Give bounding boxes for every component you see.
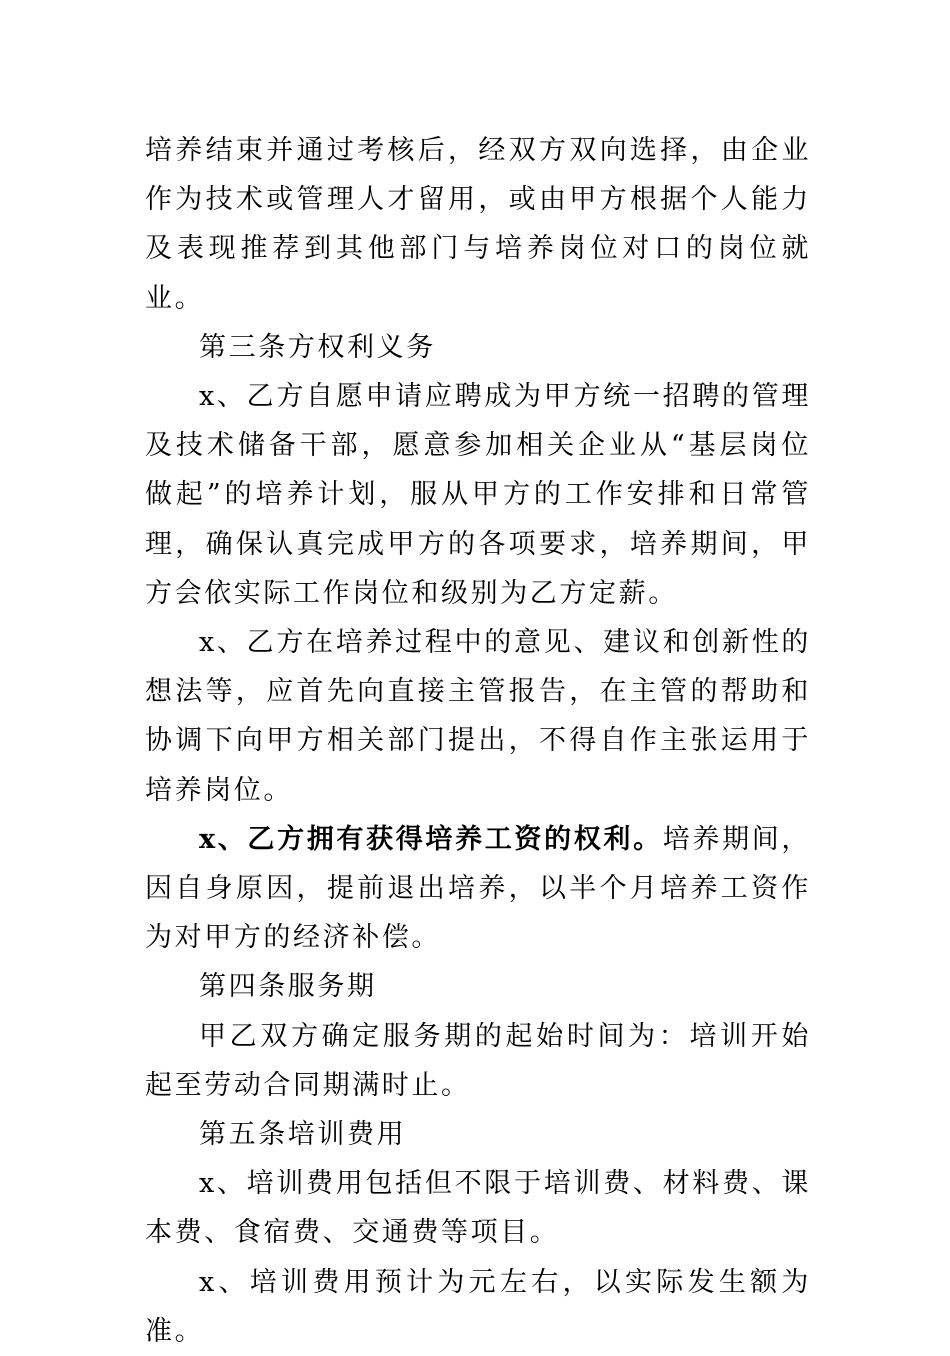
article-3-item-3 [145, 815, 811, 963]
article-3-item-3-bold-lead: x、乙方拥有获得培养工资的权利。 [199, 823, 663, 855]
article-5-item-1: x、培训费用包括但不限于培训费、材料费、课本费、食宿费、交通费等项目。 [145, 1168, 811, 1249]
article-4-heading: 第四条服务期 [199, 971, 377, 1003]
article-5-heading: 第五条培训费用 [199, 1119, 407, 1151]
article-3-item-1: x、乙方自愿申请应聘成为甲方统一招聘的管理及技术储备干部，愿意参加相关企业从“基层岗位做起”的培养计划，服从甲方的工作安排和日常管理，确保认真完成甲方的各项要求，培养期间，甲方会依实际工作岗位和级别为乙方定薪。 [145, 381, 811, 609]
article-3-item-3-text: 培养期间，因自身原因，提前退出培养，以半个月培养工资作为对甲方的经济补偿。 [145, 823, 811, 954]
document-body [145, 126, 811, 1356]
article-5-item-2: x、培训费用预计为元左右，以实际发生额为准。 [145, 1266, 811, 1347]
article-3-item-2: x、乙方在培养过程中的意见、建议和创新性的想法等，应首先向直接主管报告，在主管的帮助和协调下向甲方相关部门提出，不得自作主张运用于培养岗位。 [145, 627, 811, 806]
paragraph-continuation: 培养结束并通过考核后，经双方双向选择，由企业作为技术或管理人才留用，或由甲方根据个人能力及表现推荐到其他部门与培养岗位对口的岗位就业。 [145, 135, 811, 314]
article-4-body: 甲乙双方确定服务期的起始时间为：培训开始起至劳动合同期满时止。 [145, 1020, 811, 1101]
article-3-heading: 第三条方权利义务 [199, 331, 436, 363]
